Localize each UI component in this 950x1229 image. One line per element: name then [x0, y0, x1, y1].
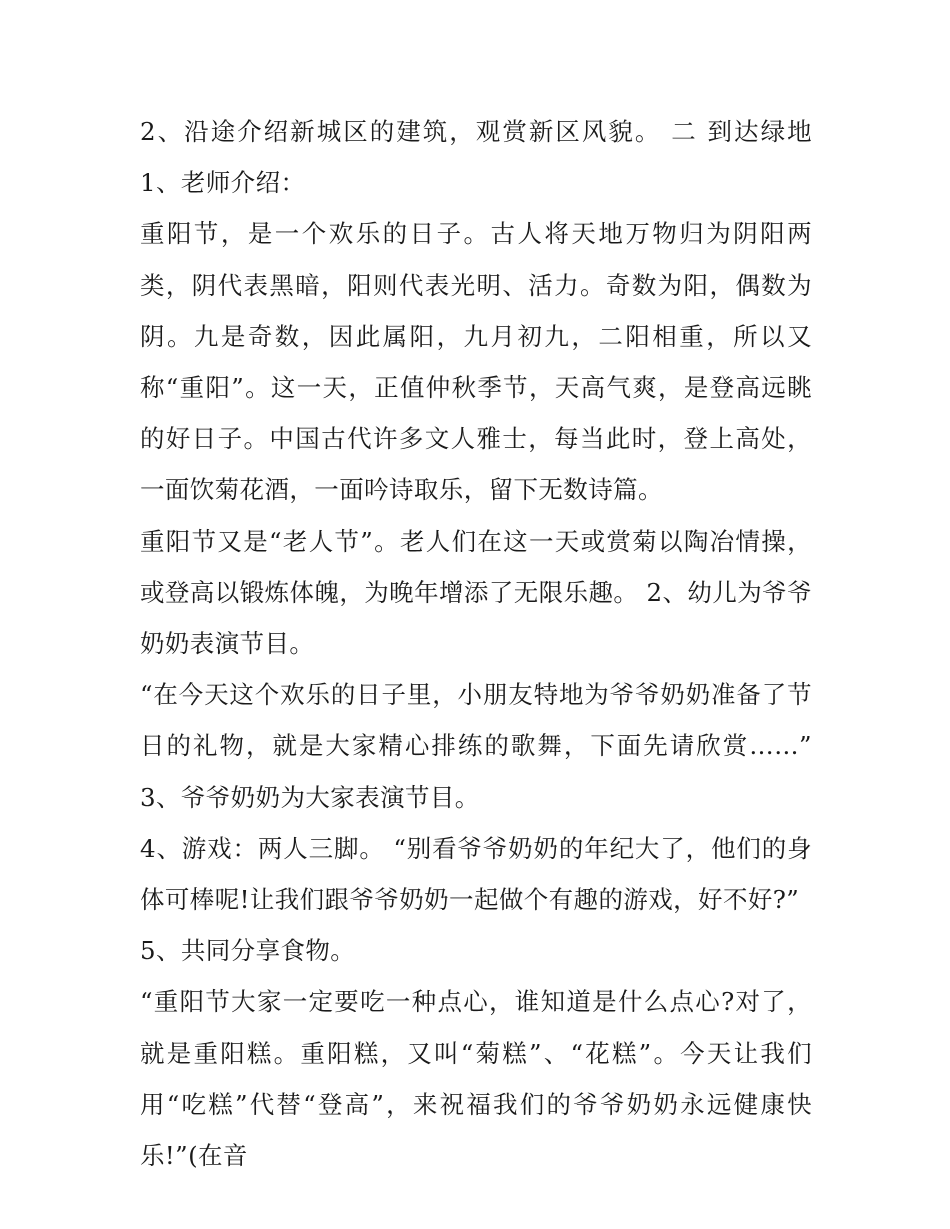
document-body	[140, 106, 812, 1181]
paragraph-chongyang-cake: “重阳节大家一定要吃一种点心，谁知道是什么点心?对了，就是重阳糕。重阳糕，又叫“菊糕”、“花糕”。今天让我们用“吃糕”代替“登高”，来祝福我们的爷爷奶奶永远健康快乐!”(在音	[140, 987, 812, 1171]
paragraph-chongyang-meaning: 重阳节，是一个欢乐的日子。古人将天地万物归为阴阳两类，阴代表黑暗，阳则代表光明、活力。奇数为阳，偶数为阴。九是奇数，因此属阳，九月初九，二阳相重，所以又称“重阳”。这一天，正值仲秋季节，天高气爽，是登高远眺的好日子。中国古代许多文人雅士，每当此时，登上高处，一面饮菊花酒，一面吟诗取乐，留下无数诗篇。	[140, 219, 812, 505]
paragraph-game: 4、游戏：两人三脚。 “别看爷爷奶奶的年纪大了，他们的身体可棒呢!让我们跟爷爷奶奶一起做个有趣的游戏，好不好?”	[140, 833, 812, 915]
paragraph-route-intro: 2、沿途介绍新城区的建筑，观赏新区风貌。 二 到达绿地 1、老师介绍：	[140, 117, 812, 198]
paragraph-performance: “在今天这个欢乐的日子里，小朋友特地为爷爷奶奶准备了节日的礼物，就是大家精心排练的歌舞，下面先请欣赏……” 3、爷爷奶奶为大家表演节目。	[140, 680, 812, 812]
paragraph-share-food: 5、共同分享食物。	[140, 936, 356, 966]
paragraph-elders-day: 重阳节又是“老人节”。老人们在这一天或赏菊以陶冶情操，或登高以锻炼体魄，为晚年增添了无限乐趣。 2、幼儿为爷爷奶奶表演节目。	[140, 526, 812, 659]
